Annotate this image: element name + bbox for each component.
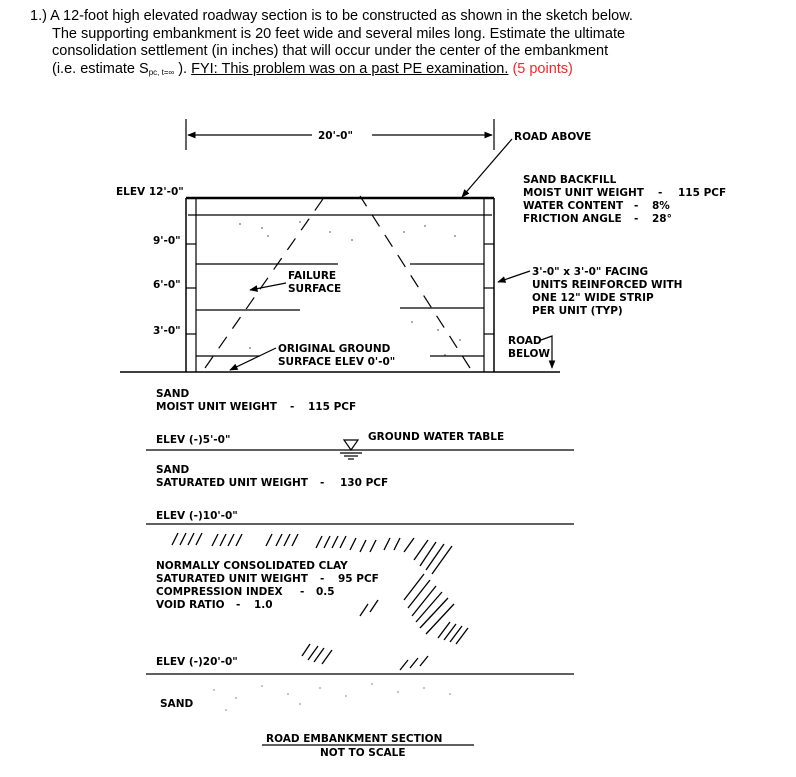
sand2-weight-label: SATURATED UNIT WEIGHT: [156, 477, 308, 489]
backfill-title: SAND BACKFILL: [523, 174, 617, 186]
moist-unit-weight-label: MOIST UNIT WEIGHT: [523, 187, 644, 199]
road-above-label: ROAD ABOVE: [514, 131, 592, 143]
compression-index-value: 0.5: [316, 586, 335, 598]
dash-8: -: [236, 599, 241, 611]
sand2-title: SAND: [156, 464, 190, 476]
original-ground-label-2: SURFACE ELEV 0'-0": [278, 356, 396, 368]
road-above-leader: [462, 139, 512, 197]
elev-9-label: 9'-0": [153, 235, 181, 247]
dash-6: -: [320, 573, 325, 585]
void-ratio-value: 1.0: [254, 599, 273, 611]
original-ground-label-1: ORIGINAL GROUND: [278, 343, 391, 355]
friction-angle-label: FRICTION ANGLE: [523, 213, 622, 225]
clay-title: NORMALLY CONSOLIDATED CLAY: [156, 560, 348, 572]
elev-3-label: 3'-0": [153, 325, 181, 337]
settlement-subscript: pc, t=∞: [148, 67, 175, 77]
facing-note-1: 3'-0" x 3'-0" FACING: [532, 266, 649, 278]
ground-leader: [230, 348, 276, 370]
clay-weight-value: 95 PCF: [338, 573, 379, 585]
void-ratio-label: VOID RATIO: [156, 599, 225, 611]
problem-text-4b: ).: [174, 60, 188, 77]
failure-leader: [250, 283, 286, 290]
dash-2: -: [634, 200, 639, 212]
facing-note-4: PER UNIT (TYP): [532, 305, 623, 317]
dash-5: -: [320, 477, 325, 489]
facing-note-3: ONE 12" WIDE STRIP: [532, 292, 654, 304]
clay-weight-label: SATURATED UNIT WEIGHT: [156, 573, 308, 585]
water-content-value: 8%: [652, 200, 670, 212]
problem-line-2: The supporting embankment is 20 feet wide and several miles long. Estimate the ultimate: [52, 25, 626, 42]
dash-3: -: [634, 213, 639, 225]
bottom-sand-speckle: [213, 683, 451, 711]
problem-text-1: A 12-foot high elevated roadway section is to be constructed as shown in the sketch below.: [50, 8, 633, 24]
sand3-label: SAND: [160, 698, 194, 710]
failure-surface-label-2: SURFACE: [288, 283, 342, 295]
sand1-title: SAND: [156, 388, 190, 400]
problem-line-3: consolidation settlement (in inches) that will occur under the center of the embankment: [52, 43, 609, 59]
fyi-note: FYI: This problem was on a past PE examination.: [191, 60, 509, 77]
dash-1: -: [658, 187, 663, 199]
section-caption: ROAD EMBANKMENT SECTION: [266, 733, 443, 745]
sand2-weight-value: 130 PCF: [340, 477, 389, 489]
points-label: (5 points): [512, 60, 573, 77]
facing-leader: [498, 271, 530, 282]
soil-speckle: [239, 221, 461, 363]
sand1-weight-label: MOIST UNIT WEIGHT: [156, 401, 277, 413]
road-below-label-2: BELOW: [508, 348, 550, 360]
section-caption-sub: NOT TO SCALE: [320, 747, 406, 759]
elev-m20-label: ELEV (-)20'-0": [156, 656, 238, 668]
elev-6-label: 6'-0": [153, 279, 181, 291]
dash-4: -: [290, 401, 295, 413]
width-label: 20'-0": [318, 130, 353, 142]
sand1-weight-value: 115 PCF: [308, 401, 357, 413]
facing-note-2: UNITS REINFORCED WITH: [532, 279, 683, 291]
dash-7: -: [300, 586, 305, 598]
gwt-label: GROUND WATER TABLE: [368, 431, 505, 443]
water-content-label: WATER CONTENT: [523, 200, 624, 212]
elev-m5-label: ELEV (-)5'-0": [156, 434, 231, 446]
problem-text-4a: (i.e. estimate S: [52, 60, 149, 77]
friction-angle-value: 28°: [652, 213, 672, 225]
elev-m10-label: ELEV (-)10'-0": [156, 510, 238, 522]
problem-number: 1.): [30, 8, 47, 24]
failure-surface-label-1: FAILURE: [288, 270, 337, 282]
road-below-label-1: ROAD: [508, 335, 542, 347]
compression-index-label: COMPRESSION INDEX: [156, 586, 283, 598]
moist-unit-weight-value: 115 PCF: [678, 187, 727, 199]
elev-12-label: ELEV 12'-0": [116, 186, 184, 198]
